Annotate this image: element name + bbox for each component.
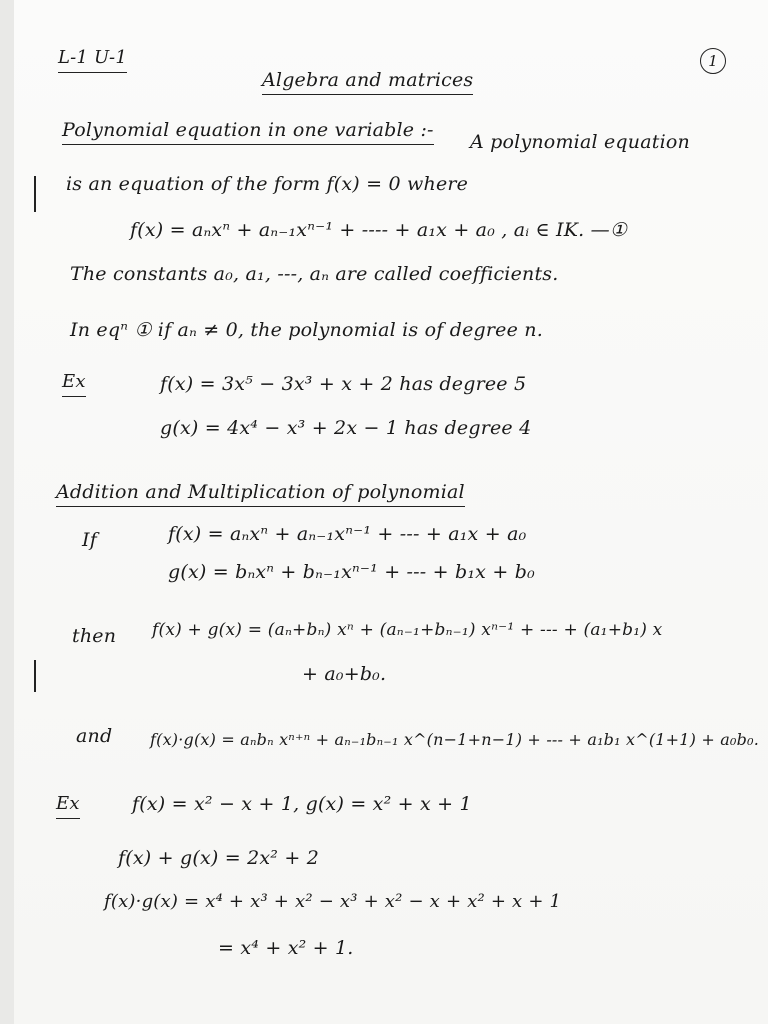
page-number: 1: [700, 48, 726, 74]
page-title: Algebra and matrices: [262, 68, 473, 95]
intro-text-a: A polynomial equation: [470, 131, 690, 153]
example-degree-4: g(x) = 4x⁴ − x³ + 2x − 1 has degree 4: [160, 417, 532, 439]
coefficients-text: The constants a₀, a₁, ---, aₙ are called coefficients.: [70, 263, 559, 285]
intro-text-b: is an equation of the form f(x) = 0 where: [66, 173, 469, 195]
product-formula: f(x)·g(x) = aₙbₙ xⁿ⁺ⁿ + aₙ₋₁bₙ₋₁ x^(n−1+n−1) + --- + a₁b₁ x^(1+1) + a₀b₀.: [150, 730, 759, 749]
general-polynomial-formula: f(x) = aₙxⁿ + aₙ₋₁xⁿ⁻¹ + ---- + a₁x + a₀ , aᵢ ∈ IK. —①: [130, 219, 628, 241]
sum-formula: f(x) + g(x) = (aₙ+bₙ) xⁿ + (aₙ₋₁+bₙ₋₁) xⁿ⁻¹ + --- + (a₁+b₁) x: [152, 620, 663, 640]
example-sum: f(x) + g(x) = 2x² + 2: [118, 847, 319, 869]
degree-text: In eqⁿ ① if aₙ ≠ 0, the polynomial is of degree n.: [70, 319, 543, 341]
section-heading-polynomial-equation: Polynomial equation in one variable :-: [62, 118, 434, 145]
page-edge: [0, 0, 14, 1024]
example-product: f(x)·g(x) = x⁴ + x³ + x² − x³ + x² − x + x² + x + 1: [104, 891, 562, 912]
f-definition: f(x) = aₙxⁿ + aₙ₋₁xⁿ⁻¹ + --- + a₁x + a₀: [168, 523, 527, 545]
if-label: If: [82, 529, 97, 551]
sum-formula-continued: + a₀+b₀.: [302, 663, 387, 685]
margin-mark: [34, 660, 36, 692]
example-degree-5: f(x) = 3x⁵ − 3x³ + x + 2 has degree 5: [160, 373, 527, 395]
example-result: = x⁴ + x² + 1.: [218, 937, 354, 959]
and-label: and: [76, 725, 113, 747]
margin-mark: [34, 176, 36, 212]
example-definitions: f(x) = x² − x + 1, g(x) = x² + x + 1: [132, 793, 472, 815]
then-label: then: [72, 625, 117, 647]
example-label-2: Ex: [56, 792, 80, 819]
example-label: Ex: [62, 370, 86, 397]
g-definition: g(x) = bₙxⁿ + bₙ₋₁xⁿ⁻¹ + --- + b₁x + b₀: [168, 561, 535, 583]
page-ref: L-1 U-1: [58, 46, 127, 73]
section-heading-addition-multiplication: Addition and Multiplication of polynomial: [56, 480, 465, 507]
